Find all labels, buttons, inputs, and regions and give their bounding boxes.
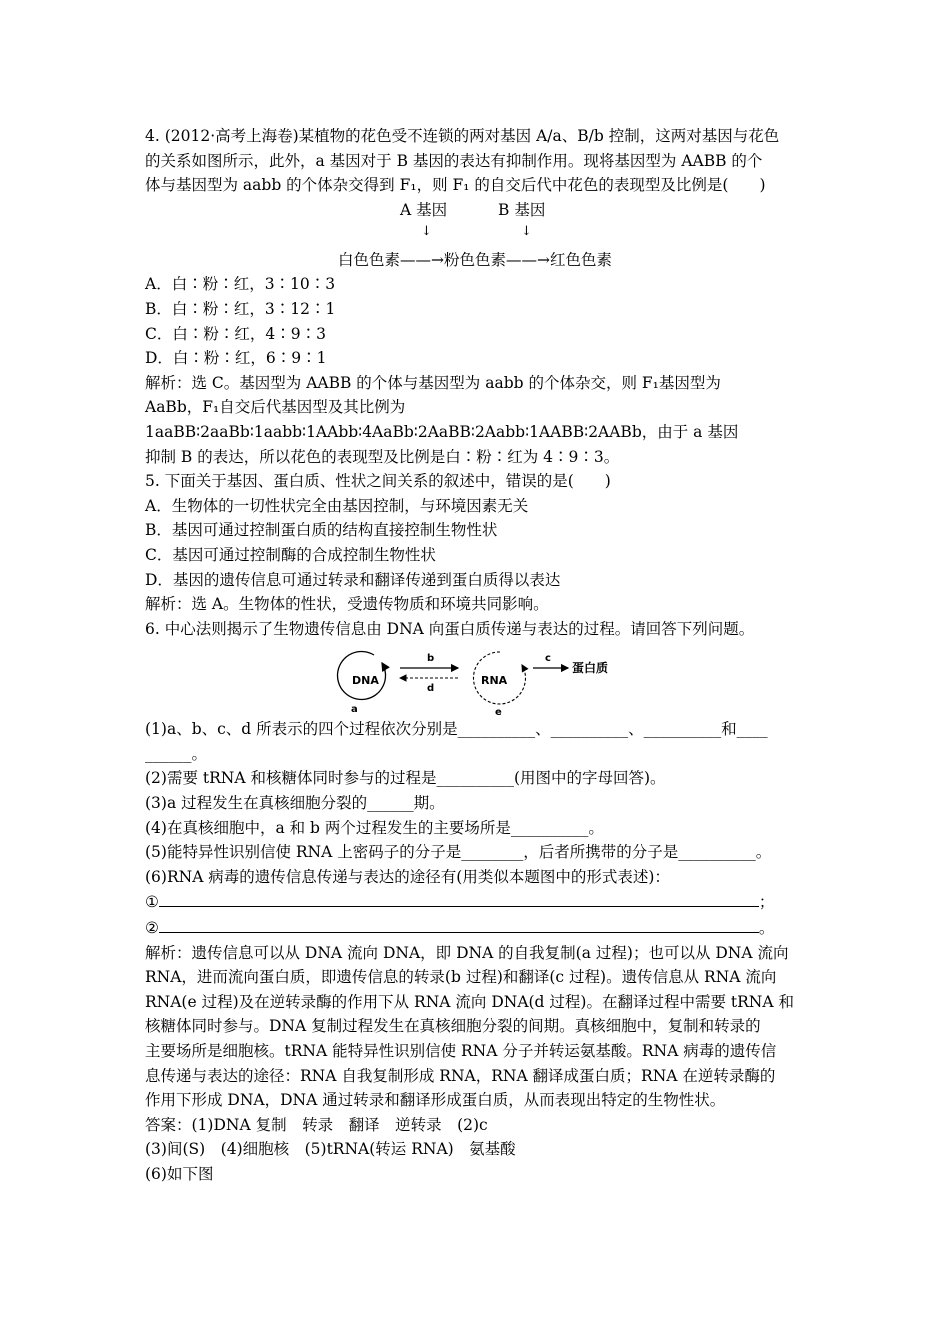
- q6-analysis-line-2: RNA，进而流向蛋白质，即遗传信息的转录(b 过程)和翻译(c 过程)。遗传信息从 RNA 流向: [145, 968, 777, 987]
- protein-label: 蛋白质: [572, 661, 609, 676]
- blank-2-end: 。: [758, 919, 775, 938]
- q6-question-4: (4)在真核细胞中，a 和 b 两个过程发生的主要场所是__________。: [145, 818, 604, 837]
- rna-label: RNA: [481, 674, 508, 688]
- blank-1-end: ；: [758, 893, 775, 912]
- q6-answer-blank-2[interactable]: [145, 915, 805, 941]
- q6-question-1-cont: ______。: [145, 744, 208, 763]
- document-page: [145, 124, 805, 1187]
- q4-option-b: B．白∶粉∶红，3∶12∶1: [145, 299, 336, 318]
- q6-answer-line-1: 答案：(1)DNA 复制 转录 翻译 逆转录 (2)c: [145, 1115, 488, 1134]
- q5-option-d: D．基因的遗传信息可通过转录和翻译传递到蛋白质得以表达: [145, 570, 561, 589]
- q5-stem: 5. 下面关于基因、蛋白质、性状之间关系的叙述中，错误的是( ): [145, 472, 611, 491]
- q4-stem-line-2: 的关系如图所示，此外，a 基因对于 B 基因的表达有抑制作用。现将基因型为 AABB 的个: [145, 151, 763, 170]
- blank-1-line[interactable]: [159, 889, 759, 907]
- q4-analysis-line-3: 1aaBB∶2aaBb∶1aabb∶1AAbb∶4AaBb∶2AaBB∶2Aabb∶1AABB∶2AABb，由于 a 基因: [145, 422, 739, 441]
- q6-analysis-line-7: 作用下形成 DNA，DNA 通过转录和翻译形成蛋白质，从而表现出特定的生物性状。: [145, 1091, 726, 1110]
- q4-analysis-line-2: AaBb，F₁自交后代基因型及其比例为: [145, 398, 406, 417]
- q6-answer-line-3: (6)如下图: [145, 1164, 214, 1183]
- q6-analysis-line-3: RNA(e 过程)及在逆转录酶的作用下从 RNA 流向 DNA(d 过程)。在翻译过程中需要 tRNA 和: [145, 992, 794, 1011]
- q4-analysis-line-4: 抑制 B 的表达，所以花色的表现型及比例是白∶粉∶红为 4∶9∶3。: [145, 447, 620, 466]
- label-a: a: [351, 704, 358, 716]
- q4-gene-diagram: [145, 198, 805, 248]
- q6-analysis-line-4: 核糖体同时参与。DNA 复制过程发生在真核细胞分裂的间期。真核细胞中，复制和转录的: [145, 1017, 761, 1036]
- dna-label: DNA: [352, 674, 379, 688]
- q6-answer-line-2: (3)间(S) (4)细胞核 (5)tRNA(转运 RNA) 氨基酸: [145, 1140, 516, 1159]
- q6-analysis-line-1: 解析：遗传信息可以从 DNA 流向 DNA，即 DNA 的自我复制(a 过程)；也可以从 DNA 流向: [145, 943, 789, 962]
- q4-analysis-line-1: 解析：选 C。基因型为 AABB 的个体与基因型为 aabb 的个体杂交，则 F₁基因型为: [145, 373, 721, 392]
- label-e: e: [495, 707, 502, 718]
- arrow-down-icon: ↓: [521, 223, 532, 239]
- q5-option-a: A．生物体的一切性状完全由基因控制，与环境因素无关: [145, 496, 529, 515]
- q6-question-6: (6)RNA 病毒的遗传信息传递与表达的途径有(用类似本题图中的形式表述)：: [145, 867, 670, 886]
- label-d: d: [427, 683, 435, 695]
- q4-option-d: D．白∶粉∶红，6∶9∶1: [145, 349, 327, 368]
- q6-answer-blank-1[interactable]: [145, 889, 805, 915]
- q4-option-c: C．白∶粉∶红，4∶9∶3: [145, 324, 326, 343]
- q6-question-3: (3)a 过程发生在真核细胞分裂的______期。: [145, 794, 445, 813]
- gene-a-label: A 基因: [400, 200, 448, 219]
- blank-2-line[interactable]: [159, 915, 759, 933]
- q5-analysis: 解析：选 A。生物体的性状，受遗传物质和环境共同影响。: [145, 595, 549, 614]
- q5-option-b: B．基因可通过控制蛋白质的结构直接控制生物性状: [145, 521, 498, 540]
- q6-analysis-line-6: 息传递与表达的途径：RNA 自我复制形成 RNA，RNA 翻译成蛋白质；RNA 在逆转录酶的: [145, 1066, 776, 1085]
- q6-question-5: (5)能特异性识别信使 RNA 上密码子的分子是________，后者所携带的分子是__________。: [145, 843, 772, 862]
- q4-option-a: A．白∶粉∶红，3∶10∶3: [145, 275, 336, 294]
- q4-stem-line-1: 4. (2012·高考上海卷)某植物的花色受不连锁的两对基因 A/a、B/b 控制，这两对基因与花色: [145, 127, 780, 145]
- central-dogma-svg: [330, 641, 630, 717]
- q6-question-2: (2)需要 tRNA 和核糖体同时参与的过程是__________(用图中的字母回答)。: [145, 769, 666, 788]
- gene-b-label: B 基因: [498, 200, 546, 219]
- q6-analysis-line-5: 主要场所是细胞核。tRNA 能特异性识别信使 RNA 分子并转运氨基酸。RNA 病毒的遗传信: [145, 1042, 777, 1060]
- q6-stem: 6. 中心法则揭示了生物遗传信息由 DNA 向蛋白质传递与表达的过程。请回答下列问题。: [145, 619, 755, 638]
- blank-1-label: ①: [145, 893, 159, 912]
- label-c: c: [545, 653, 551, 665]
- q6-question-1: (1)a、b、c、d 所表示的四个过程依次分别是__________、__________、__________和____: [145, 720, 768, 739]
- arrow-down-icon: ↓: [421, 223, 432, 239]
- central-dogma-diagram: [145, 641, 805, 717]
- label-b: b: [427, 653, 435, 665]
- q5-option-c: C．基因可通过控制酶的合成控制生物性状: [145, 545, 436, 564]
- q4-stem-line-3: 体与基因型为 aabb 的个体杂交得到 F₁，则 F₁ 的自交后代中花色的表现型及比例是( ): [145, 176, 766, 195]
- blank-2-label: ②: [145, 919, 159, 938]
- q4-pigment-pathway: 白色色素——→粉色色素——→红色色素: [338, 250, 612, 269]
